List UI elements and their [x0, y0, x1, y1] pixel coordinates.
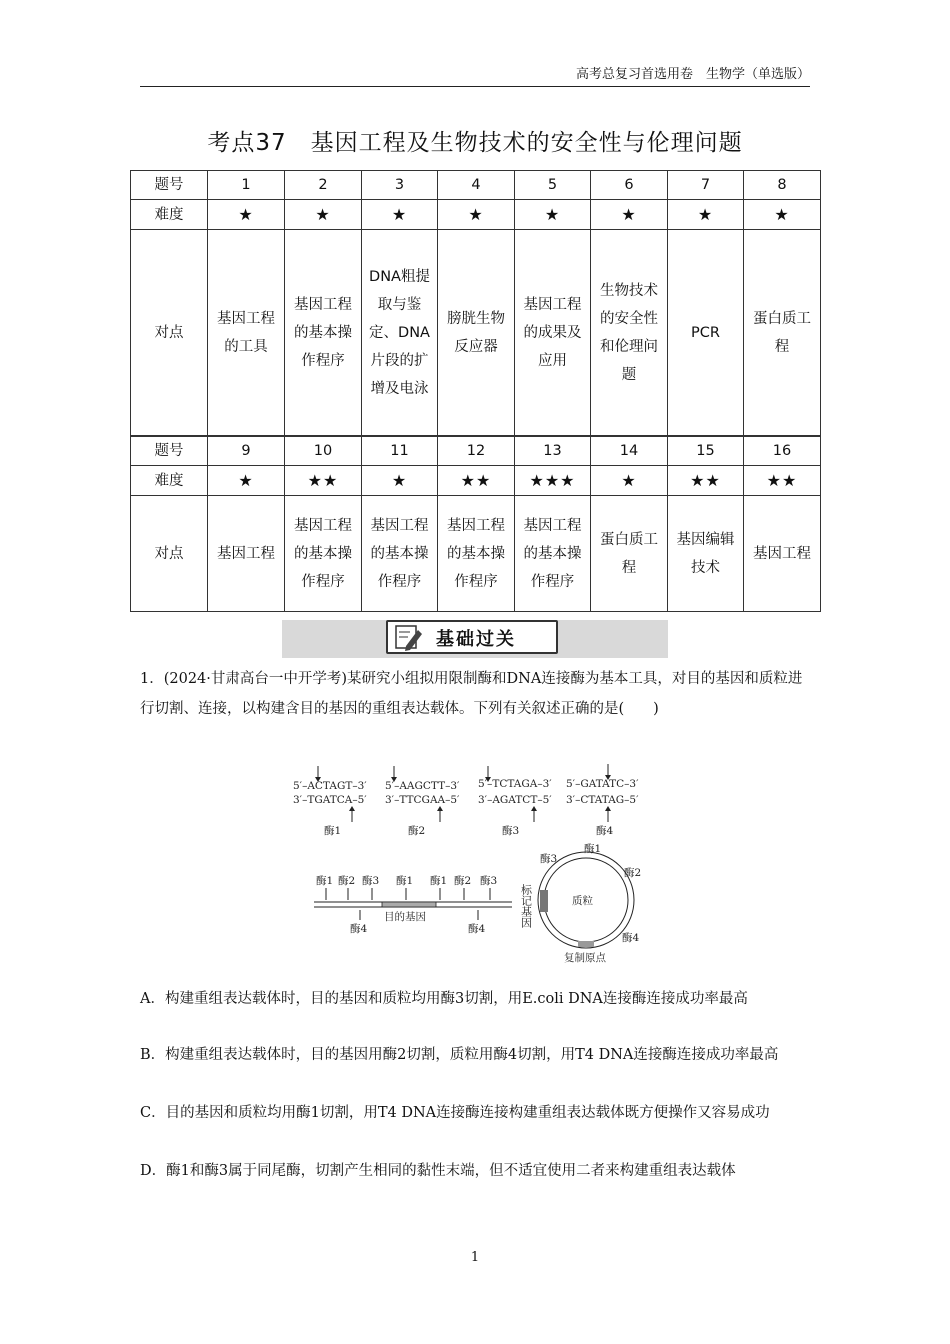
linear-label: 酶2 — [454, 875, 472, 887]
topic-cell: 蛋白质工程 — [744, 230, 821, 436]
difficulty-stars: ★★ — [744, 466, 821, 496]
enzyme3-label: 酶3 — [502, 825, 520, 837]
difficulty-stars: ★ — [362, 466, 438, 496]
question-stem: 1．(2024·甘肃高台一中开学考)某研究小组拟用限制酶和DNA连接酶为基本工具，对目的基因和质粒进行切割、连接，以构建含目的基因的重组表达载体。下列有关叙述正确的是( ) — [140, 671, 803, 717]
topic-row — [131, 496, 821, 612]
difficulty-stars: ★ — [668, 200, 744, 230]
pencil-icon — [394, 624, 424, 652]
number-cell: 14 — [591, 437, 668, 466]
row-label-topic: 对点 — [131, 496, 208, 612]
number-cell: 11 — [362, 437, 438, 466]
banner-label: 基础过关 — [436, 629, 516, 650]
option-b: B．构建重组表达载体时，目的基因用酶2切割，质粒用酶4切割，用T4 DNA连接酶连接成功率最高 — [140, 1047, 779, 1063]
row-label-difficulty: 难度 — [131, 200, 208, 230]
plasmid-site-label: 酶3 — [540, 853, 558, 865]
difficulty-stars: ★★ — [668, 466, 744, 496]
plasmid-label: 质粒 — [572, 895, 593, 907]
topic-cell: 生物技术的安全性和伦理问题 — [591, 230, 668, 436]
enzyme2-bottom-seq: 3′–TTCGAA–5′ — [385, 794, 460, 806]
row-label-difficulty: 难度 — [131, 466, 208, 496]
topic-cell: 基因编辑技术 — [668, 496, 744, 612]
page-title: 考点37 基因工程及生物技术的安全性与伦理问题 — [207, 130, 743, 156]
option-c: C．目的基因和质粒均用酶1切割，用T4 DNA连接酶连接构建重组表达载体既方便操作又容易成功 — [140, 1105, 770, 1121]
origin-label: 复制原点 — [564, 952, 606, 964]
linear-label: 酶3 — [480, 875, 498, 887]
topic-cell: 基因工程的基本操作程序 — [438, 496, 515, 612]
enzyme3-top-seq: 5′–TCTAGA–3′ — [478, 778, 552, 790]
number-cell: 2 — [285, 171, 362, 200]
topic-table-part1 — [130, 170, 821, 436]
difficulty-row — [131, 200, 821, 230]
banner-box — [386, 620, 558, 654]
number-cell: 6 — [591, 171, 668, 200]
restriction-enzyme-figure — [290, 760, 670, 970]
number-cell: 16 — [744, 437, 821, 466]
plasmid-site-label: 酶2 — [624, 867, 642, 879]
target-gene-segment — [382, 902, 436, 907]
linear-label: 酶1 — [396, 875, 414, 887]
topic-row — [131, 230, 821, 436]
topic-table-part2 — [130, 436, 821, 612]
difficulty-stars: ★ — [515, 200, 591, 230]
number-cell: 5 — [515, 171, 591, 200]
row-label-number: 题号 — [131, 437, 208, 466]
topic-cell: 基因工程 — [208, 496, 285, 612]
number-cell: 7 — [668, 171, 744, 200]
topic-cell: 基因工程的成果及应用 — [515, 230, 591, 436]
row-label-topic: 对点 — [131, 230, 208, 436]
enzyme4-label: 酶4 — [596, 825, 614, 837]
linear-label: 酶1 — [316, 875, 334, 887]
topic-cell: 基因工程的基本操作程序 — [515, 496, 591, 612]
number-cell: 15 — [668, 437, 744, 466]
topic-cell: 膀胱生物反应器 — [438, 230, 515, 436]
topic-cell: DNA粗提取与鉴定、DNA片段的扩增及电泳 — [362, 230, 438, 436]
gene-label: 目的基因 — [384, 911, 426, 923]
topic-cell: 基因工程的基本操作程序 — [285, 496, 362, 612]
header-text: 高考总复习首选用卷 生物学（单选版） — [575, 67, 810, 82]
difficulty-stars: ★ — [744, 200, 821, 230]
linear-bottom-label: 酶4 — [468, 923, 486, 935]
option-a: A．构建重组表达载体时，目的基因和质粒均用酶3切割，用E.coli DNA连接酶连接成功率最高 — [140, 991, 748, 1007]
number-row — [131, 171, 821, 200]
plasmid-site-label: 酶4 — [622, 932, 640, 944]
number-row — [131, 437, 821, 466]
origin-segment — [578, 941, 594, 947]
enzyme3-bottom-seq: 3′–AGATCT–5′ — [478, 794, 552, 806]
difficulty-stars: ★ — [208, 466, 285, 496]
enzyme1-bottom-seq: 3′–TGATCA–5′ — [293, 794, 367, 806]
difficulty-stars: ★ — [438, 200, 515, 230]
enzyme1-top-seq: 5′–ACTAGT–3′ — [293, 780, 367, 792]
linear-label: 酶2 — [338, 875, 356, 887]
difficulty-stars: ★ — [285, 200, 362, 230]
topic-cell: PCR — [668, 230, 744, 436]
difficulty-row — [131, 466, 821, 496]
enzyme1-label: 酶1 — [324, 825, 342, 837]
topic-cell: 基因工程的基本操作程序 — [362, 496, 438, 612]
linear-bottom-label: 酶4 — [350, 923, 368, 935]
enzyme4-top-seq: 5′–GATATC–3′ — [566, 778, 639, 790]
topic-cell: 基因工程 — [744, 496, 821, 612]
linear-label: 酶3 — [362, 875, 380, 887]
number-cell: 8 — [744, 171, 821, 200]
number-cell: 1 — [208, 171, 285, 200]
number-cell: 3 — [362, 171, 438, 200]
difficulty-stars: ★ — [208, 200, 285, 230]
number-cell: 13 — [515, 437, 591, 466]
difficulty-stars: ★ — [362, 200, 438, 230]
section-banner — [282, 620, 668, 658]
number-cell: 10 — [285, 437, 362, 466]
number-cell: 4 — [438, 171, 515, 200]
number-cell: 9 — [208, 437, 285, 466]
marker-gene-segment — [540, 890, 548, 912]
topic-cell: 蛋白质工程 — [591, 496, 668, 612]
topic-cell: 基因工程的工具 — [208, 230, 285, 436]
enzyme2-top-seq: 5′–AAGCTT–3′ — [385, 780, 460, 792]
plasmid-site-label: 酶1 — [584, 843, 602, 855]
page-number: 1 — [470, 1250, 480, 1265]
difficulty-stars: ★★★ — [515, 466, 591, 496]
linear-label: 酶1 — [430, 875, 448, 887]
difficulty-stars: ★ — [591, 466, 668, 496]
option-d: D．酶1和酶3属于同尾酶，切割产生相同的黏性末端，但不适宜使用二者来构建重组表达载体 — [140, 1163, 736, 1179]
difficulty-stars: ★★ — [438, 466, 515, 496]
enzyme2-label: 酶2 — [408, 825, 426, 837]
topic-cell: 基因工程的基本操作程序 — [285, 230, 362, 436]
difficulty-stars: ★ — [591, 200, 668, 230]
page-header — [140, 66, 810, 87]
difficulty-stars: ★★ — [285, 466, 362, 496]
number-cell: 12 — [438, 437, 515, 466]
enzyme4-bottom-seq: 3′–CTATAG–5′ — [566, 794, 639, 806]
row-label-number: 题号 — [131, 171, 208, 200]
marker-label: 标记基因 — [519, 884, 533, 928]
